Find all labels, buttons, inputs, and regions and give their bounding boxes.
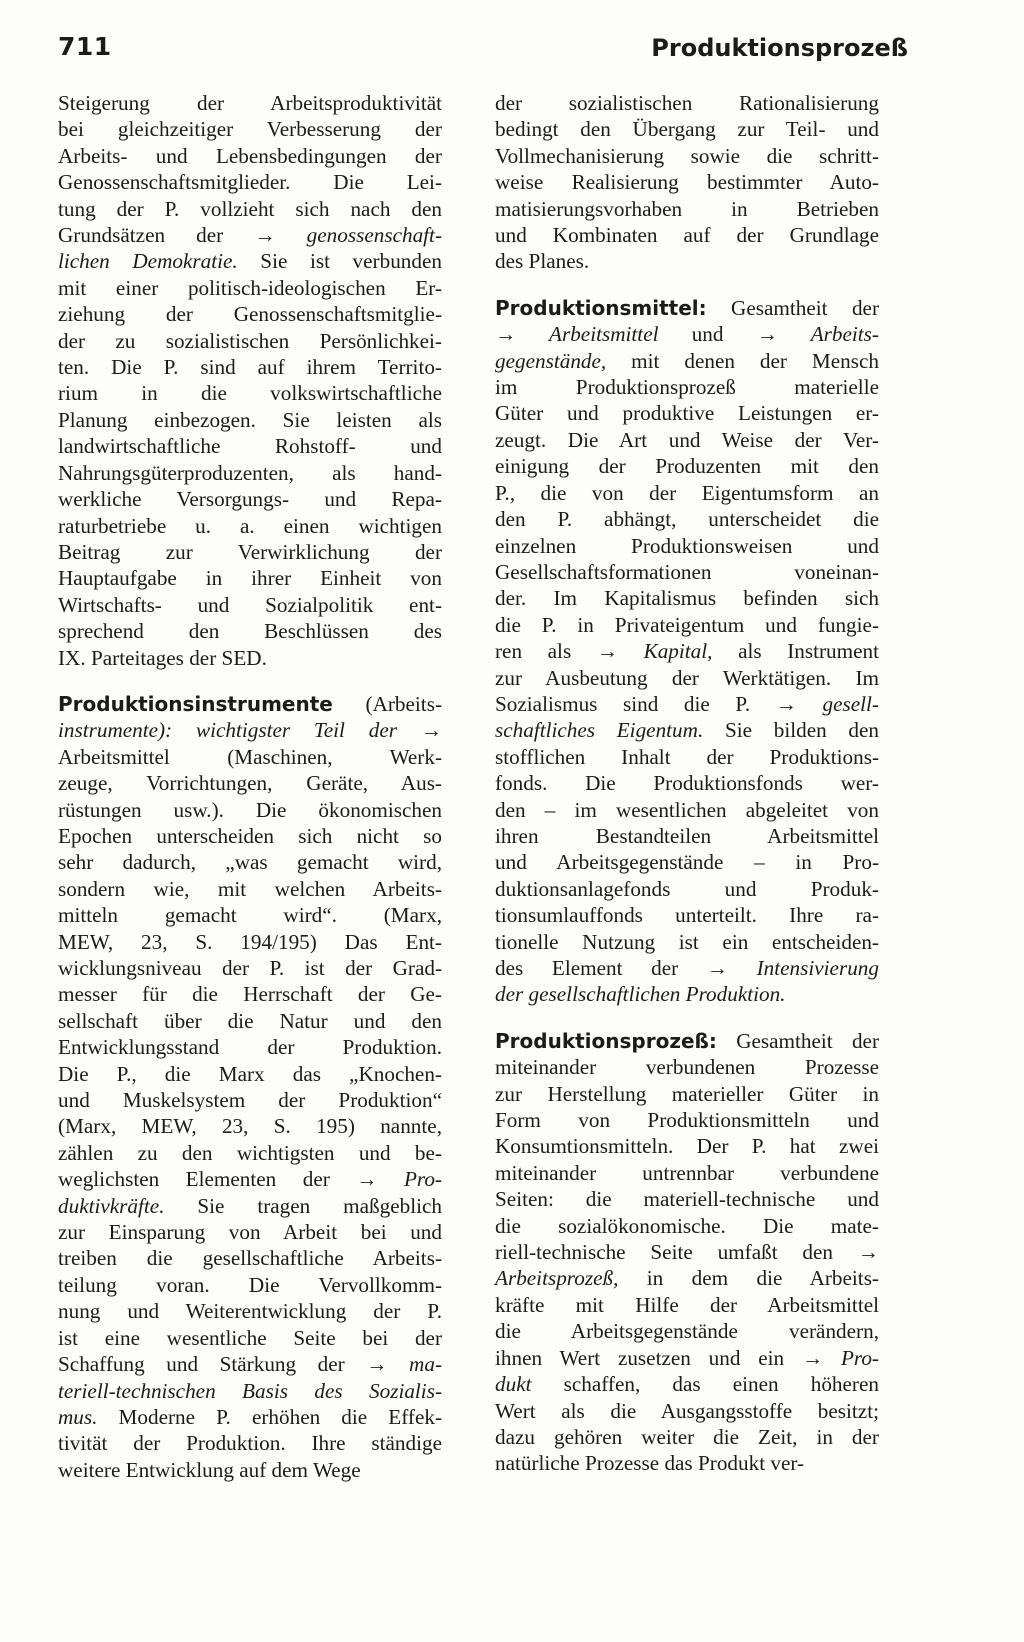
paragraph-gap — [58, 671, 442, 691]
cross-reference: lichen Demokratie. — [58, 249, 238, 274]
text-segment: tionelle Nutzung ist ein entscheiden- — [495, 929, 879, 954]
text-line — [58, 222, 442, 248]
text-line — [495, 981, 879, 1007]
text-line — [58, 645, 442, 671]
text-segment: nung und Weiterentwicklung der P. — [58, 1299, 442, 1324]
text-line — [495, 744, 879, 770]
text-line — [58, 116, 442, 142]
text-line — [58, 1034, 442, 1060]
text-line — [58, 823, 442, 849]
text-line — [495, 1081, 879, 1107]
cross-reference: Arbeitsprozeß, — [495, 1266, 619, 1291]
text-segment: sehr dadurch, „was gemacht wird, — [58, 850, 442, 875]
text-line — [58, 1351, 442, 1377]
entry-headword: Produktionsprozeß: — [495, 1028, 717, 1053]
text-segment: Konsumtionsmitteln. Der P. hat zwei — [495, 1134, 879, 1159]
text-segment: Güter und produktive Leistungen er- — [495, 401, 879, 426]
text-segment: rium in die volkswirtschaftliche — [58, 381, 442, 406]
text-segment: im Produktionsprozeß materielle — [495, 375, 879, 400]
text-segment: Sozialismus sind die P. — [495, 691, 776, 716]
text-segment: (Arbeits- — [332, 691, 442, 716]
text-segment: sellschaft über die Natur und den — [58, 1008, 442, 1033]
cross-reference: → Arbeitsmittel — [495, 322, 659, 347]
text-line — [495, 717, 879, 743]
text-segment: Gesamtheit der — [706, 295, 879, 320]
cross-reference: mus. — [58, 1404, 98, 1429]
text-segment: zur Einsparung von Arbeit bei und — [58, 1220, 442, 1245]
text-segment: Seiten: die materiell-technische und — [495, 1187, 879, 1212]
text-line — [58, 143, 442, 169]
text-line — [58, 1457, 442, 1483]
text-segment: die sozialökonomische. Die mate- — [495, 1213, 879, 1238]
text-line — [495, 902, 879, 928]
text-segment: ihnen Wert zusetzen und ein — [495, 1345, 802, 1370]
text-segment: zeugt. Die Art und Weise der Ver- — [495, 427, 879, 452]
text-segment: weitere Entwicklung auf dem Wege — [58, 1457, 361, 1482]
text-segment: raturbetriebe u. a. einen wichtigen — [58, 513, 442, 538]
text-line — [495, 196, 879, 222]
text-segment: Nahrungsgüterproduzenten, als hand- — [58, 460, 442, 485]
text-line — [58, 513, 442, 539]
text-segment: die Arbeitsgegenstände verändern, — [495, 1319, 879, 1344]
text-segment: ren als — [495, 639, 597, 664]
cross-reference: → Intensivierung — [706, 956, 879, 980]
text-segment: Form von Produktionsmitteln und — [495, 1108, 879, 1133]
text-segment: den – im wesentlichen abgeleitet von — [495, 797, 879, 822]
text-line — [495, 1107, 879, 1133]
text-line — [495, 143, 879, 169]
text-line — [495, 770, 879, 796]
text-line — [495, 1213, 879, 1239]
text-line — [495, 1265, 879, 1291]
text-segment: messer für die Herrschaft der Ge- — [58, 982, 442, 1007]
text-segment: sondern wie, mit welchen Arbeits- — [58, 876, 442, 901]
text-line — [495, 559, 879, 585]
text-line — [58, 955, 442, 981]
text-line — [495, 1450, 879, 1476]
text-segment: zählen zu den wichtigsten und be- — [58, 1140, 442, 1165]
text-segment: rüstungen usw.). Die ökonomischen — [58, 797, 442, 822]
text-segment: Steigerung der Arbeitsproduktivität — [58, 91, 442, 115]
text-segment: fonds. Die Produktionsfonds wer- — [495, 771, 879, 796]
text-line — [495, 1424, 879, 1450]
text-segment: zeuge, Vorrichtungen, Geräte, Aus- — [58, 771, 442, 796]
text-segment: weglichsten Elementen der — [58, 1167, 357, 1192]
text-segment: Beitrag zur Verwirklichung der — [58, 539, 442, 564]
text-line — [495, 222, 879, 248]
text-line — [495, 797, 879, 823]
text-segment: einigung der Produzenten mit den — [495, 454, 879, 479]
text-segment: und Muskelsystem der Produktion“ — [58, 1088, 442, 1113]
text-line — [58, 1245, 442, 1271]
cross-reference: gegenstände, — [495, 348, 607, 373]
text-line — [495, 1345, 879, 1371]
text-line — [58, 354, 442, 380]
text-line — [495, 295, 879, 321]
cross-reference: → ma- — [366, 1352, 442, 1377]
text-line — [58, 797, 442, 823]
text-segment: dazu gehören weiter die Zeit, in der — [495, 1424, 879, 1449]
text-segment: und — [658, 322, 757, 347]
text-segment: tung der P. vollzieht sich nach den — [58, 196, 442, 221]
text-line — [58, 691, 442, 717]
text-line — [495, 506, 879, 532]
cross-reference: → Kapital, — [596, 639, 713, 664]
text-line — [58, 1087, 442, 1113]
text-line — [495, 691, 879, 717]
text-segment: den P. abhängt, unterscheidet die — [495, 507, 879, 532]
text-line — [58, 433, 442, 459]
text-segment: tivität der Produktion. Ihre ständige — [58, 1431, 442, 1456]
text-segment: Gesamtheit der — [716, 1028, 879, 1053]
text-segment: Schaffung und Stärkung der — [58, 1352, 367, 1377]
text-segment: IX. Parteitages der SED. — [58, 645, 267, 670]
text-line — [495, 453, 879, 479]
text-segment: Genossenschaftsmitglieder. Die Lei- — [58, 170, 442, 195]
text-segment: bedingt den Übergang zur Teil- und — [495, 117, 879, 142]
text-segment: Wert als die Ausgangsstoffe besitzt; — [495, 1398, 879, 1423]
text-segment: MEW, 23, S. 194/195) Das Ent- — [58, 929, 442, 954]
text-line — [58, 380, 442, 406]
text-line — [495, 665, 879, 691]
text-line — [495, 400, 879, 426]
text-segment: zur Ausbeutung der Werktätigen. Im — [495, 665, 879, 690]
text-segment: stofflichen Inhalt der Produktions- — [495, 744, 879, 769]
text-line — [495, 929, 879, 955]
text-segment: wicklungsniveau der P. ist der Grad- — [58, 956, 442, 980]
text-segment: miteinander untrennbar verbundene — [495, 1160, 879, 1185]
text-line — [495, 585, 879, 611]
text-line — [495, 849, 879, 875]
text-line — [58, 929, 442, 955]
text-line — [58, 328, 442, 354]
text-segment: Vollmechanisierung sowie die schritt- — [495, 143, 879, 168]
text-segment: ihren Bestandteilen Arbeitsmittel — [495, 823, 879, 848]
cross-reference: → Arbeits- — [756, 322, 879, 347]
text-line — [495, 638, 879, 664]
text-segment: landwirtschaftliche Rohstoff- und — [58, 434, 442, 459]
text-segment: ten. Die P. sind auf ihrem Territo- — [58, 355, 442, 380]
text-line — [58, 1430, 442, 1456]
text-line — [58, 169, 442, 195]
text-line — [495, 1133, 879, 1159]
text-line — [58, 486, 442, 512]
text-line — [495, 248, 879, 274]
text-line — [495, 374, 879, 400]
text-segment: P., die von der Eigentumsform an — [495, 480, 879, 505]
text-line — [58, 1166, 442, 1192]
text-segment: der. Im Kapitalismus befinden sich — [495, 586, 879, 611]
text-segment: ist eine wesentliche Seite bei der — [58, 1325, 442, 1350]
cross-reference: der gesellschaftlichen Produktion. — [495, 982, 786, 1007]
text-segment: Moderne P. erhöhen die Effek- — [97, 1404, 442, 1429]
text-segment: einzelnen Produktionsweisen und — [495, 533, 879, 558]
cross-reference: → genossenschaft- — [254, 223, 442, 248]
text-segment: matisierungsvorhaben in Betrieben — [495, 196, 879, 221]
text-segment: Arbeits- und Lebensbedingungen der — [58, 143, 442, 168]
text-segment: und Kombinaten auf der Grundlage — [495, 223, 879, 248]
text-segment: des Element der — [495, 956, 707, 980]
text-segment: tionsumlauffonds unterteilt. Ihre ra- — [495, 903, 879, 928]
text-segment: (Marx, MEW, 23, S. 195) nannte, — [58, 1114, 442, 1139]
text-segment: weise Realisierung bestimmter Auto- — [495, 170, 879, 195]
text-line — [58, 849, 442, 875]
text-segment: Sie ist verbunden — [237, 249, 442, 274]
text-line — [495, 1398, 879, 1424]
text-segment: der zu sozialistischen Persönlichkei- — [58, 328, 442, 353]
text-line — [58, 196, 442, 222]
text-segment: natürliche Prozesse das Produkt ver- — [495, 1451, 805, 1476]
text-line — [495, 876, 879, 902]
text-segment: Wirtschafts- und Sozialpolitik ent- — [58, 592, 442, 617]
text-line — [58, 275, 442, 301]
text-line — [58, 981, 442, 1007]
cross-reference: teriell-technischen Basis des Sozialis- — [58, 1378, 442, 1403]
text-line — [495, 321, 879, 347]
text-line — [58, 770, 442, 796]
text-segment: in dem die Arbeits- — [618, 1266, 879, 1291]
text-line — [495, 480, 879, 506]
text-line — [58, 301, 442, 327]
text-line — [495, 169, 879, 195]
text-line — [495, 1160, 879, 1186]
cross-reference: instrumente): wichtigster Teil der → — [58, 718, 442, 743]
text-line — [495, 1318, 879, 1344]
text-segment: treiben die gesellschaftliche Arbeits- — [58, 1246, 442, 1271]
text-line — [58, 90, 442, 116]
text-line — [495, 116, 879, 142]
text-line — [58, 717, 442, 743]
text-segment: schaffen, das einen höheren — [531, 1372, 879, 1397]
text-line — [58, 1193, 442, 1219]
text-segment: Die P., die Marx das „Knochen- — [58, 1061, 442, 1086]
text-segment: kräfte mit Hilfe der Arbeitsmittel — [495, 1292, 879, 1317]
text-segment: des Planes. — [495, 249, 590, 274]
text-line — [58, 565, 442, 591]
page-number: 711 — [58, 32, 112, 61]
text-line — [495, 1371, 879, 1397]
text-line — [58, 1404, 442, 1430]
cross-reference: → Pro- — [801, 1345, 879, 1370]
text-line — [495, 348, 879, 374]
entry-headword: Produktionsmittel: — [495, 295, 707, 320]
text-segment: sprechend den Beschlüssen des — [58, 619, 442, 644]
paragraph-gap — [495, 1008, 879, 1028]
cross-reference: schaftliches Eigentum. — [495, 718, 704, 743]
text-line — [58, 1298, 442, 1324]
right-column — [495, 90, 879, 1477]
text-line — [58, 407, 442, 433]
text-segment: der sozialistischen Rationalisierung — [495, 91, 879, 115]
text-line — [58, 744, 442, 770]
text-line — [58, 1140, 442, 1166]
text-line — [495, 1186, 879, 1212]
text-segment: und Arbeitsgegenstände – in Pro- — [495, 850, 879, 875]
text-segment: Grundsätzen der — [58, 223, 255, 248]
left-column — [58, 90, 442, 1483]
text-segment: ziehung der Genossenschaftsmitglie- — [58, 302, 442, 327]
text-line — [58, 460, 442, 486]
text-segment: (Maschinen, Werk- — [169, 744, 442, 769]
text-line — [495, 823, 879, 849]
paragraph-gap — [495, 275, 879, 295]
text-segment: zur Herstellung materieller Güter in — [495, 1081, 879, 1106]
text-segment: mit einer politisch-ideologischen Er- — [58, 275, 442, 300]
text-line — [495, 1292, 879, 1318]
text-segment: Entwicklungsstand der Produktion. — [58, 1035, 442, 1060]
text-line — [58, 876, 442, 902]
text-segment: Epochen unterscheiden sich nicht so — [58, 823, 442, 848]
text-line — [58, 902, 442, 928]
text-line — [58, 539, 442, 565]
text-line — [495, 955, 879, 981]
text-segment: mitteln gemacht wird“. (Marx, — [58, 903, 442, 928]
text-segment: Arbeitsmittel — [58, 744, 170, 769]
text-line — [58, 1272, 442, 1298]
text-segment: riell-technische Seite umfaßt den → — [495, 1240, 879, 1265]
text-segment: bei gleichzeitiger Verbesserung der — [58, 117, 442, 142]
text-line — [58, 248, 442, 274]
entry-headword: Produktionsinstrumente — [58, 691, 333, 716]
text-line — [58, 618, 442, 644]
text-line — [58, 1008, 442, 1034]
text-line — [58, 1325, 442, 1351]
running-head: Produktionsprozeß — [651, 34, 908, 62]
text-segment: Sie tragen maßgeblich — [164, 1193, 442, 1218]
text-line — [58, 1061, 442, 1087]
text-segment: Planung einbezogen. Sie leisten als — [58, 407, 442, 432]
cross-reference: → Pro- — [356, 1167, 442, 1192]
text-line — [495, 612, 879, 638]
text-line — [58, 1113, 442, 1139]
text-line — [495, 1054, 879, 1080]
text-line — [495, 533, 879, 559]
cross-reference: duktivkräfte. — [58, 1193, 165, 1218]
cross-reference: dukt — [495, 1372, 532, 1397]
text-line — [58, 592, 442, 618]
text-segment: Hauptaufgabe in ihrer Einheit von — [58, 566, 442, 591]
text-segment: duktionsanlagefonds und Produk- — [495, 876, 879, 901]
text-segment: teilung voran. Die Vervollkomm- — [58, 1272, 442, 1297]
text-segment: mit denen der Mensch — [606, 348, 879, 373]
text-segment: miteinander verbundenen Prozesse — [495, 1055, 879, 1080]
text-line — [495, 1028, 879, 1054]
text-segment: Sie bilden den — [703, 718, 880, 743]
text-line — [58, 1378, 442, 1404]
text-segment: als Instrument — [712, 639, 879, 664]
text-segment: werkliche Versorgungs- und Repa- — [58, 487, 442, 512]
text-line — [495, 90, 879, 116]
text-segment: die P. in Privateigentum und fungie- — [495, 612, 879, 637]
text-line — [495, 1239, 879, 1265]
text-line — [58, 1219, 442, 1245]
text-line — [495, 427, 879, 453]
text-segment: Gesellschaftsformationen voneinan- — [495, 559, 879, 584]
cross-reference: → gesell- — [775, 691, 879, 716]
